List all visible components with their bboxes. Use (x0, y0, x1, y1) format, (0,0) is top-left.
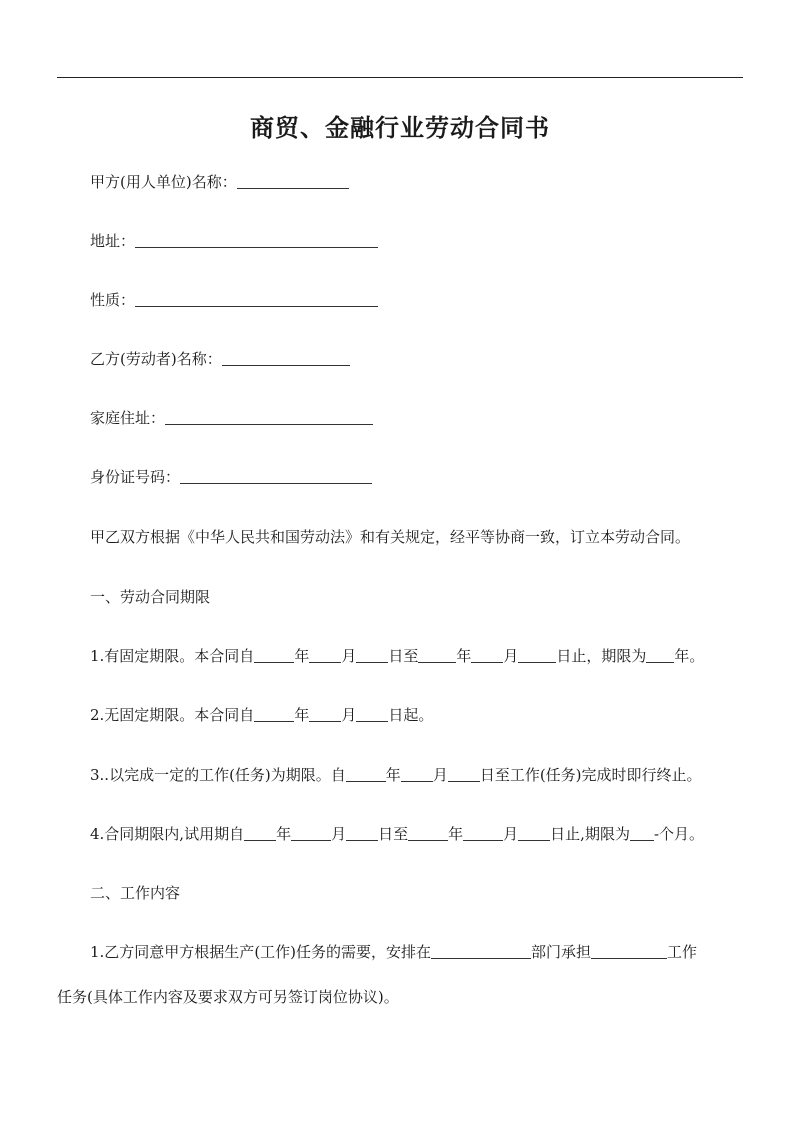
start-year-blank[interactable] (254, 647, 294, 663)
section1-heading: 一、劳动合同期限 (90, 588, 211, 606)
party-a-name-blank[interactable] (237, 173, 349, 189)
day-end-text: 日止，期限为 (556, 647, 647, 665)
probation-months-blank[interactable] (630, 825, 654, 841)
year-end-text: 年。 (674, 647, 705, 665)
end-month-blank[interactable] (471, 647, 503, 663)
task-start-month-blank[interactable] (401, 766, 433, 782)
header-rule (57, 77, 743, 78)
party-a-address-blank[interactable] (135, 232, 378, 248)
task-start-year-blank[interactable] (346, 766, 386, 782)
section1-item1 (90, 646, 704, 666)
year-text: 年 (448, 825, 464, 843)
year-text: 年 (294, 706, 310, 724)
party-b-home-address-line (90, 408, 373, 428)
section2-item1-text: 1.乙方同意甲方根据生产(工作)任务的需要，安排在 (90, 943, 432, 961)
probation-start-year-blank[interactable] (244, 825, 276, 841)
end-year-blank[interactable] (418, 647, 456, 663)
probation-start-day-blank[interactable] (346, 825, 378, 841)
party-a-nature-line (90, 290, 378, 310)
day-start-text: 日起。 (388, 706, 434, 724)
job-blank[interactable] (591, 943, 667, 959)
day-to-text: 日至 (378, 825, 409, 843)
section1-item2 (90, 705, 433, 725)
open-start-day-blank[interactable] (356, 706, 388, 722)
probation-end-month-blank[interactable] (463, 825, 503, 841)
year-text: 年 (456, 647, 472, 665)
party-a-name-label: 甲方(用人单位)名称： (90, 173, 237, 191)
party-a-name-line (90, 172, 349, 192)
section2-item1 (90, 942, 697, 962)
party-a-address-label: 地址： (90, 232, 136, 250)
task-start-day-blank[interactable] (448, 766, 480, 782)
month-text: 月 (503, 825, 519, 843)
item4-text: 4.合同期限内,试用期自 (90, 825, 245, 843)
party-b-name-line (90, 349, 350, 369)
party-b-name-label: 乙方(劳动者)名称： (90, 350, 222, 368)
month-text: 月 (503, 647, 519, 665)
party-b-id-line (90, 467, 372, 487)
party-a-nature-label: 性质： (90, 291, 136, 309)
year-text: 年 (294, 647, 310, 665)
task-end-text: 日至工作(任务)完成时即行终止。 (479, 766, 702, 784)
day-end-text: 日止,期限为 (550, 825, 630, 843)
work-text: 工作 (667, 943, 698, 961)
section2-heading: 二、工作内容 (90, 884, 181, 902)
department-blank[interactable] (431, 943, 531, 959)
item1-text: 1.有固定期限。本合同自 (90, 647, 255, 665)
item3-text: 3..以完成一定的工作(任务)为期限。自 (90, 766, 346, 784)
month-text: 月 (331, 825, 347, 843)
year-text: 年 (276, 825, 292, 843)
month-text: 月 (341, 706, 357, 724)
party-b-id-blank[interactable] (180, 468, 372, 484)
party-a-nature-blank[interactable] (135, 291, 378, 307)
party-b-id-label: 身份证号码： (90, 468, 181, 486)
month-text: 月 (432, 766, 448, 784)
document-title: 商贸、金融行业劳动合同书 (250, 114, 550, 142)
department-text: 部门承担 (531, 943, 592, 961)
section1-item4 (90, 824, 704, 844)
end-day-blank[interactable] (518, 647, 556, 663)
year-text: 年 (385, 766, 401, 784)
intro-paragraph: 甲乙双方根据《中华人民共和国劳动法》和有关规定，经平等协商一致，订立本劳动合同。 (90, 528, 691, 546)
probation-end-year-blank[interactable] (408, 825, 448, 841)
month-text: 月 (341, 647, 357, 665)
section2-item1-continued: 任务(具体工作内容及要求双方可另签订岗位协议)。 (57, 988, 399, 1006)
open-start-year-blank[interactable] (254, 706, 294, 722)
month-end-text: -个月。 (653, 825, 705, 843)
section1-item3 (90, 765, 702, 785)
probation-end-day-blank[interactable] (518, 825, 550, 841)
term-years-blank[interactable] (646, 647, 674, 663)
item2-text: 2.无固定期限。本合同自 (90, 706, 255, 724)
party-b-home-address-blank[interactable] (165, 409, 373, 425)
day-to-text: 日至 (388, 647, 419, 665)
start-month-blank[interactable] (309, 647, 341, 663)
party-b-name-blank[interactable] (222, 350, 350, 366)
start-day-blank[interactable] (356, 647, 388, 663)
open-start-month-blank[interactable] (309, 706, 341, 722)
party-a-address-line (90, 231, 378, 251)
party-b-home-address-label: 家庭住址： (90, 409, 166, 427)
probation-start-month-blank[interactable] (291, 825, 331, 841)
